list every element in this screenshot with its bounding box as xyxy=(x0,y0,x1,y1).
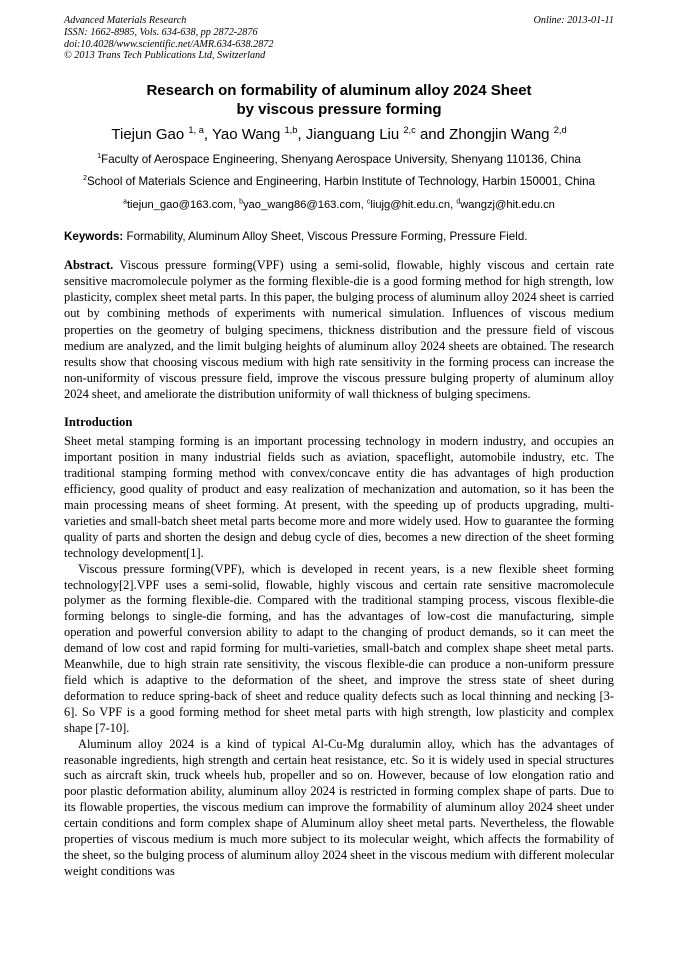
email-sup: d xyxy=(456,198,461,206)
abstract-label: Abstract. xyxy=(64,258,114,273)
email-address: yao_wang86@163.com xyxy=(242,199,361,212)
keywords xyxy=(64,230,614,244)
author-name: Jianguang Liu xyxy=(305,126,404,144)
author-list xyxy=(64,125,614,145)
email-sup: c xyxy=(366,198,371,206)
journal-name: Advanced Materials Research xyxy=(64,15,187,26)
journal-header xyxy=(64,15,614,62)
author-separator: , xyxy=(203,126,212,144)
author-affiliation-sup: 1, a xyxy=(188,125,204,136)
affiliation-sup: 1 xyxy=(97,151,102,161)
email-address: liujg@hit.edu.cn xyxy=(370,199,451,212)
affiliation-text: Faculty of Aerospace Engineering, Shenyang Aerospace University, Shenyang 110136, China xyxy=(101,153,581,167)
author-name: Zhongjin Wang xyxy=(449,126,554,144)
body-paragraph: Viscous pressure forming(VPF), which is developed in recent years, is a new flexible sheet forming technology[2].VPF uses a semi-solid, flowable, highly viscous and certain rate sensitive macromolecule polymer as the forming flexible-die. Compared with the traditional stamping process, viscous flexible-die forming belongs to single-die forming, and has the advantages of low-cost die manufacturing, simple operation and powerful conversion ability to adapt to the changing of product demands, so it can meet the demand of low cost and rapid forming for multi-varieties, small-batch and complex shape sheet metal parts. Meanwhile, due to high strain rate sensitivity, the viscous flexible-die can produce a non-uniform pressure field which is adaptive to the deformation of the sheet, and improve the stress state of sheet during deformation to reduce spring-back of sheet and reduce quality defects such as local thinning and necking [3-6]. So VPF is a good forming method for sheet metal parts with high strength, low plasticity and complex shape [7-10]. xyxy=(64,561,614,735)
email-separator: , xyxy=(450,199,457,212)
author-separator: , xyxy=(297,126,306,144)
email-sup: b xyxy=(239,198,243,206)
email-list xyxy=(64,196,614,214)
author-affiliation-sup: 2,c xyxy=(403,125,416,136)
affiliation-sup: 2 xyxy=(82,173,87,183)
title-line-2: by viscous pressure forming xyxy=(236,101,442,119)
author-name: Yao Wang xyxy=(211,126,285,144)
copyright-line: © 2013 Trans Tech Publications Ltd, Switzerland xyxy=(64,50,266,62)
keywords-text: Formability, Aluminum Alloy Sheet, Viscous Pressure Forming, Pressure Field. xyxy=(123,230,528,244)
online-date: Online: 2013-01-11 xyxy=(533,15,614,26)
email-address: tiejun_gao@163.com xyxy=(126,199,233,212)
author-separator: and xyxy=(415,126,450,144)
email-sup: a xyxy=(123,198,127,206)
author-name: Tiejun Gao xyxy=(111,126,189,144)
keywords-label: Keywords: xyxy=(64,230,124,244)
author-affiliation-sup: 1,b xyxy=(284,125,298,136)
email-separator: , xyxy=(232,199,240,212)
email-separator: , xyxy=(360,199,367,212)
section-heading-introduction: Introduction xyxy=(64,415,133,430)
affiliation-1 xyxy=(64,149,614,171)
affiliation-text: School of Materials Science and Engineering, Harbin Institute of Technology, Harbin 150001, China xyxy=(86,175,596,189)
body-paragraph: Aluminum alloy 2024 is a kind of typical Al-Cu-Mg duralumin alloy, which has the advantages of reasonable ingredients, high strength and certain heat resistance, etc. So it is widely used in special structures such as aircraft skin, truck wheels hub, propeller and so on. However, because of low elongation ratio and poor plastic deformation ability, aluminum alloy 2024 is restricted in forming complex shape of parts. Due to its flowable properties, the viscous medium can improve the formability of aluminum alloy 2024 sheet under certain conditions and form complex shape of Aluminum alloy sheet metal parts. Nevertheless, the flowable properties of viscous medium is much more subject to its molecular weight, which affects the formability of the sheet, so the bulging process of aluminum alloy 2024 sheet in the viscous medium with different molecular weight conditions was xyxy=(64,736,614,878)
issn-line: ISSN: 1662-8985, Vols. 634-638, pp 2872-2876 xyxy=(64,26,258,38)
title-line-1: Research on formability of aluminum alloy 2024 Sheet xyxy=(146,82,532,100)
email-address: wangzj@hit.edu.cn xyxy=(460,199,555,212)
affiliation-2 xyxy=(64,171,614,193)
abstract-text: Viscous pressure forming(VPF) using a semi-solid, flowable, highly viscous and certain rate sensitive macromolecule polymer as the forming flexible-die is a good forming method for high strength, low plasticity, complex sheet metal parts. In this paper, the bulging process of aluminum alloy 2024 sheet is carried out by combining methods of experiments with numerical simulation. Influences of viscous medium properties on the geometry of bulging specimens, thickness distribution and the pressure field of viscous medium are analyzed, and the limit bulging heights of aluminum alloy 2024 sheets are obtained. The research results show that choosing viscous medium with high rate sensitivity in the forming process can increase the non-uniformity of viscous pressure field, improve the viscous pressure bulging property of aluminum alloy 2024 sheet, and ameliorate the distribution uniformity of wall thickness of bulging specimens. xyxy=(64,258,614,401)
author-affiliation-sup: 2,d xyxy=(553,125,567,136)
paper-title xyxy=(64,81,614,119)
doi-line: doi:10.4028/www.scientific.net/AMR.634-638.2872 xyxy=(64,38,274,50)
abstract xyxy=(64,257,614,402)
body-paragraph: Sheet metal stamping forming is an important processing technology in modern industry, and occupies an important position in many industrial fields such as aviation, spaceflight, automobile industry, etc. The traditional stamping forming method with convex/concave entity die has advantages of high production efficiency, good quality of product and easy realization of mechanization and automation, so it has been the main processing means of sheet forming. At present, with the speeding up of products upgrading, multi-varieties and small-batch sheet metal parts become more and more widely used. How to guarantee the forming quality of parts and shorten the design and debug cycle of dies, becomes a new direction of the sheet forming technology development[1]. xyxy=(64,434,614,560)
